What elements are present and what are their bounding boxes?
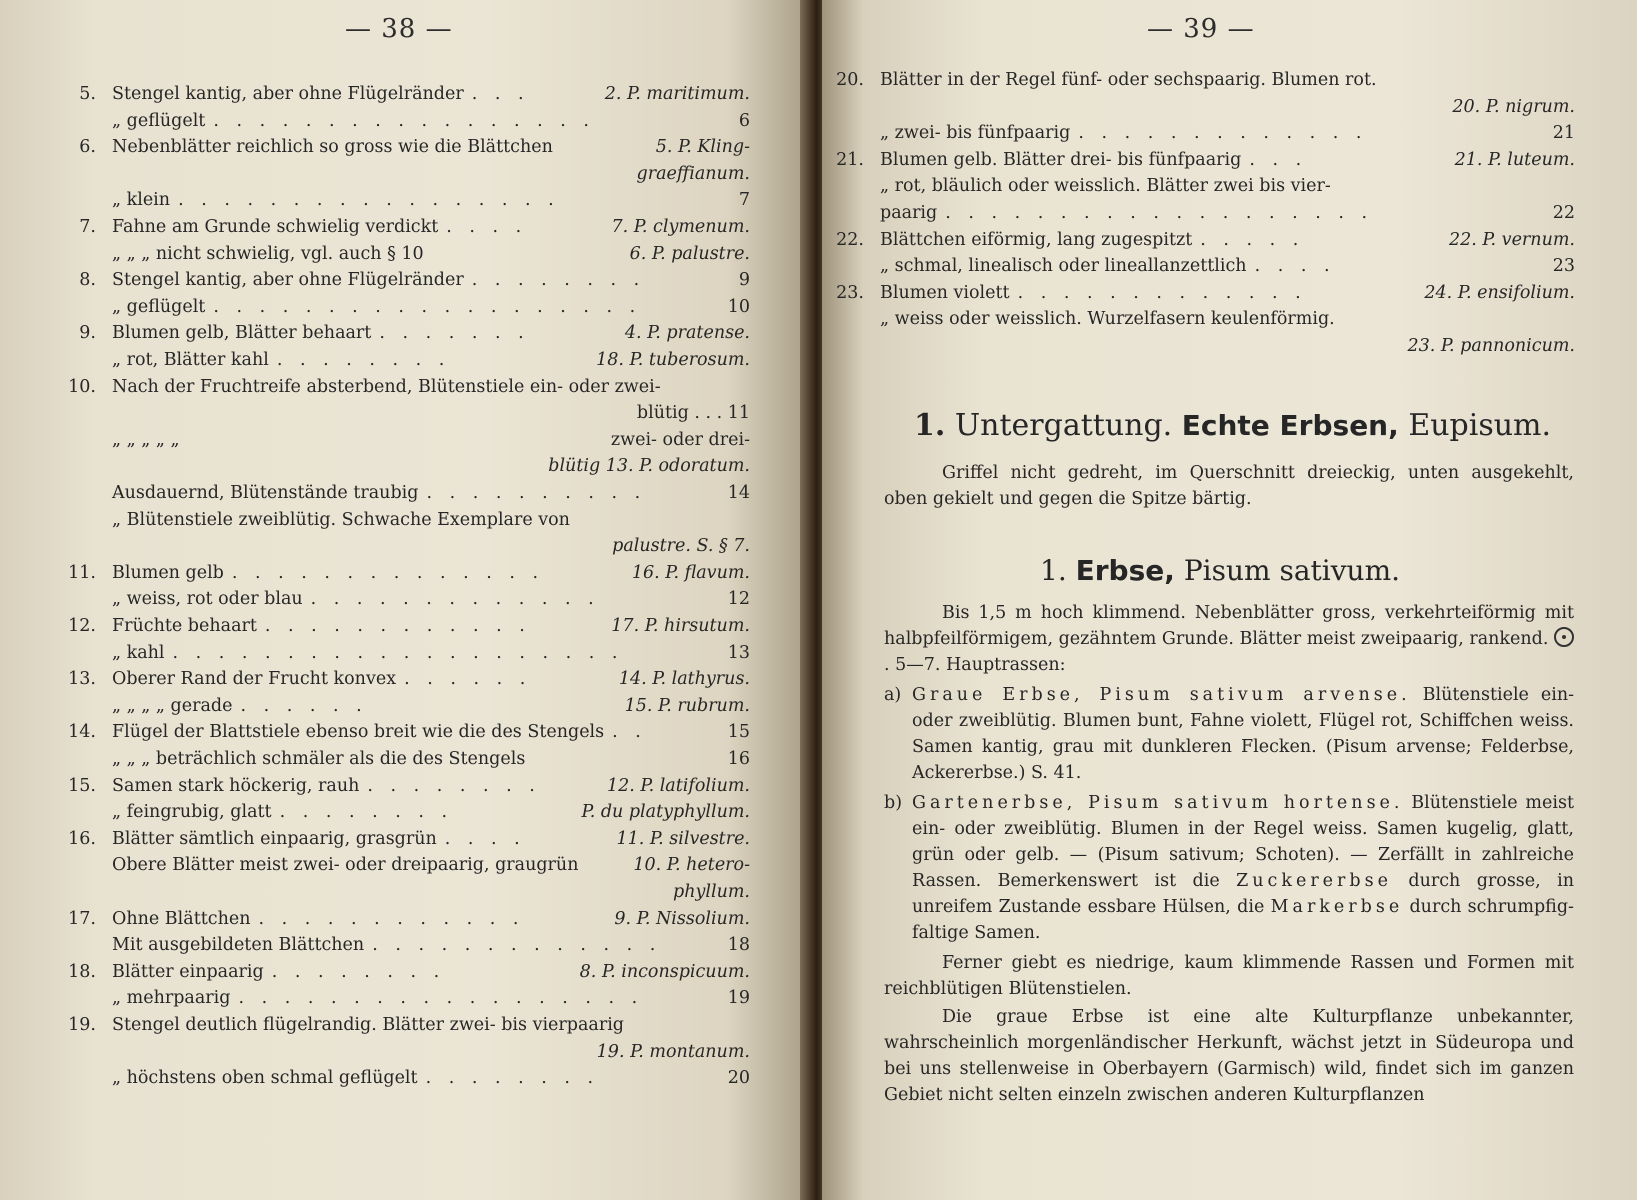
key-entry [0,1068,808,1095]
key-entry [822,230,1637,257]
key-entry [822,150,1637,177]
key-entry [822,176,1637,203]
key-entry [0,855,808,882]
key-entry-text: Blumen gelb. Blätter drei- bis fünfpaarig [880,149,1242,170]
key-entry [0,882,808,909]
key-entry [822,283,1637,310]
key-entry-number: 16. [68,828,96,849]
key-entry-reference: 19. P. montanum. [596,1041,750,1062]
key-entry-text: Fahne am Grunde schwielig verdickt [112,217,439,237]
key-entry-leader-dots: . . . . [444,828,526,849]
key-entry-text: Blumen gelb [112,562,224,583]
key-entry [0,190,808,217]
key-entry-reference: 18. P. tuberosum. [596,350,750,370]
key-entry-leader-dots: . . . . . . . . [425,1068,600,1089]
section-heading-bold: Echte Erbsen, [1181,409,1399,442]
key-entry-reference: 15 [727,722,750,743]
key-entry-reference: 20. P. nigrum. [1452,96,1575,117]
species-heading-suffix: Pisum sativum. [1183,554,1401,587]
key-entry-reference: 6. P. palustre. [629,243,750,264]
species-intro-b: . 5—7. Hauptrassen: [884,655,1066,675]
key-entry-leader-dots: . . . . . . . . [276,350,451,370]
key-entry-number: 20. [836,70,864,90]
right-page [822,0,1637,1200]
race-a-text: Blütenstiele ein- oder zweiblütig. Blumen bunt, Fahne violett, Flügel rot, Schiffchen weiss. Samen kantig, grau mit dunkleren Flecken. (Pisum arvense; Felderbse, Ackererbse.) S. 41. [912,685,1574,783]
key-entry-reference: 21. P. luteum. [1454,149,1575,170]
species-heading [1040,554,1400,587]
key-entry-leader-dots: . . [612,722,647,743]
key-entry-reference: 7. P. clymenum. [611,217,750,237]
key-entry [0,776,808,803]
key-entry-text: Stengel kantig, aber ohne Flügelränder [112,270,464,291]
key-entry-leader-dots: . . . . . . . . . . . . . . . . . . . [213,296,642,317]
race-b-zuckererbse: Zuckererbse [1236,871,1392,891]
key-entry-number: 22. [836,229,864,250]
key-entry [0,962,808,989]
key-entry-leader-dots: . . . . . . . . . . . . . . . . . [178,190,560,211]
key-entry [0,643,808,670]
section-heading [914,408,1551,443]
key-entry-reference: P. du platyphyllum. [581,802,750,823]
race-b-text-3: durch schrumpfig-faltige Samen. [912,897,1574,943]
section-heading-number: 1. [914,408,946,443]
key-entry-reference: 22. P. vernum. [1448,229,1575,250]
key-entry [0,722,808,749]
right-page-number: — 39 — [1147,14,1255,44]
race-b [884,790,1574,946]
key-entry-leader-dots: . . . . [446,217,528,237]
annual-plant-symbol-icon [1554,627,1574,647]
key-entry-text: Blätter einpaarig [112,961,264,982]
key-entry-leader-dots: . . . . . . . . . . . . . [310,589,600,610]
key-entry-leader-dots: . . . . . . . . . . . . [264,616,531,636]
key-entry-text: „ feingrubig, glatt [112,802,272,823]
key-entry [0,510,808,537]
key-entry-text: Mit ausgebildeten Blättchen [112,935,365,956]
key-entry [0,563,808,590]
key-entry-reference: 5. P. Kling- [655,137,750,158]
key-entry-reference: 14 [727,483,750,503]
key-entry-leader-dots: . . . . . . . . . . . . . . . . . [213,110,595,131]
key-entry [0,270,808,297]
key-entry-reference: 14. P. lathyrus. [618,669,750,690]
paragraph-ferner: Ferner giebt es niedrige, kaum klimmende Rassen und Formen mit reichblütigen Blütenstielen. [884,953,1574,999]
key-entry-text: Samen stark höckerig, rauh [112,775,360,796]
key-entry-leader-dots: . . . . . . . . . . [426,483,647,503]
key-entry-text: Ohne Blättchen [112,908,251,929]
key-entry-text: „ geflügelt [112,110,206,131]
key-entry-number: 9. [79,323,96,344]
key-entry [0,84,808,111]
key-entry [0,111,808,138]
key-entry-reference: 17. P. hirsutum. [611,616,750,636]
key-entry-reference: zwei- oder drei- [610,429,750,450]
key-entry-leader-dots: . . . . . . . . . . . . . . . . . . . [945,203,1374,223]
key-entry-text: „ klein [112,190,171,211]
key-entry [0,403,808,430]
left-page-number: — 38 — [345,14,453,44]
key-entry-number: 11. [68,562,96,583]
key-entry-leader-dots: . . . . . . . . . . . . . [1017,282,1307,303]
key-entry-leader-dots: . . . . . . . . [271,961,446,982]
key-entry [0,137,808,164]
key-entry-text: „ Blütenstiele zweiblütig. Schwache Exemplare von [112,509,570,530]
species-heading-number: 1. [1040,554,1067,587]
key-entry-text: Stengel deutlich flügelrandig. Blätter zwei- bis vierpaarig [112,1015,625,1035]
key-entry [0,589,808,616]
key-entry-text: Oberer Rand der Frucht konvex [112,669,397,690]
key-entry-text: Früchte behaart [112,616,257,636]
key-entry-leader-dots: . . . . . . . . . . . . . [1078,123,1368,144]
race-a-name: Graue Erbse, Pisum sativum arvense. [912,685,1411,705]
key-entry-reference: 11. P. silvestre. [616,828,750,849]
section-heading-prefix: Untergattung. [954,408,1173,443]
key-entry-reference: 6 [738,110,750,131]
key-entry-leader-dots: . . . [471,84,530,104]
key-entry-text: Obere Blätter meist zwei- oder dreipaarig, graugrün [112,855,579,876]
key-entry-reference: 15. P. rubrum. [624,695,750,716]
key-entry [822,123,1637,150]
key-entry-text: Blätter in der Regel fünf- oder sechspaarig. Blumen rot. [880,70,1377,90]
key-entry [0,217,808,244]
race-b-text-2: durch grosse, in unreifem Zustande essbare Hülsen, die [912,871,1574,917]
key-entry-reference: 2. P. maritimum. [604,84,750,104]
key-entry-text: Stengel kantig, aber ohne Flügelränder [112,84,464,104]
key-entry-leader-dots: . . . . . . . . [471,270,646,291]
key-entry-number: 23. [836,282,864,303]
key-entry-text: Blumen violett [880,282,1010,303]
key-entry [0,669,808,696]
key-entry [822,70,1637,97]
key-entry-number: 12. [68,616,96,636]
key-entry-text: „ rot, bläulich oder weisslich. Blätter zwei bis vier- [880,176,1331,197]
key-entry-text: „ mehrpaarig [112,988,231,1009]
key-entry-leader-dots: . . . . . . . . [367,775,541,796]
key-entry-reference: graeffianum. [636,163,750,184]
key-entry-reference: 16 [727,749,750,769]
paragraph-graue-erbse: Die graue Erbse ist eine alte Kulturpflanze unbekannter, wahrscheinlich morgenländischer Herkunft, wächst jetzt in Südeuropa und bei uns stellenweise in Oberbayern (Garmisch) wild, findet sich im ganzen Gebiet nicht selten einzeln zwischen anderen Kulturpflanzen [884,1007,1574,1105]
key-entry-text: Nebenblätter reichlich so gross wie die Blättchen [112,137,553,158]
key-entry-number: 18. [68,961,96,982]
race-b-name: Gartenerbse, Pisum sativum hortense. [912,793,1404,813]
key-entry-leader-dots: . . . . . . . . . . . . [258,908,525,929]
key-entry-number: 19. [68,1015,96,1035]
race-a [884,682,1574,786]
key-entry-reference: 9. P. Nissolium. [614,908,750,929]
key-entry [0,456,808,483]
key-entry [0,323,808,350]
key-entry-reference: phyllum. [673,882,750,902]
species-heading-bold: Erbse, [1075,554,1175,587]
key-entry-reference: 16. P. flavum. [631,562,750,583]
key-entry [0,430,808,457]
key-entry-reference: 9 [738,270,750,291]
key-entry-text: „ höchstens oben schmal geflügelt [112,1068,418,1089]
key-entry [0,1015,808,1042]
key-entry [0,244,808,271]
key-entry-number: 15. [68,775,96,796]
key-entry-reference: 19 [727,988,750,1009]
key-entry [0,909,808,936]
key-entry-reference: blütig . . . 11 [636,403,750,424]
key-entry-reference: blütig 13. P. odoratum. [548,456,750,477]
key-entry-leader-dots: . . . . . . . . . . . . . . . . . . . . [172,642,624,663]
key-entry-reference: 22 [1552,203,1575,223]
key-entry-text: Ausdauernd, Blütenstände traubig [112,483,419,503]
key-entry-number: 6. [79,137,96,158]
key-entry [0,377,808,404]
key-entry-text: Nach der Fruchtreife absterbend, Blütenstiele ein- oder zwei- [112,376,661,397]
key-entry-reference: 24. P. ensifolium. [1424,282,1575,303]
key-entry-reference: palustre. S. § 7. [612,536,750,557]
race-b-markerbse: Markerbse [1270,897,1404,917]
key-entry [822,97,1637,124]
left-page [0,0,808,1200]
key-entry [822,309,1637,336]
key-entry-number: 17. [68,908,96,929]
key-entry-text: Blättchen eiförmig, lang zugespitzt [880,229,1193,250]
key-entry-text: „ zwei- bis fünfpaarig [880,123,1071,144]
key-entry-reference: 23 [1552,256,1575,277]
key-entry-reference: 18 [727,935,750,956]
key-entry [0,483,808,510]
key-entry-text: „ geflügelt [112,296,206,317]
key-entry-text: „ „ „ nicht schwielig, vgl. auch § 10 [112,243,424,264]
key-entry [0,350,808,377]
key-entry-reference: 10. P. hetero- [633,855,750,876]
key-entry-leader-dots: . . . . . . . . . . . . . [372,935,662,956]
key-entry-text: Blumen gelb, Blätter behaart [112,323,372,344]
key-entry-leader-dots: . . . . . . . [379,323,530,344]
key-entry [822,203,1637,230]
key-entry-reference: 4. P. pratense. [624,323,750,344]
key-entry-text: „ weiss oder weisslich. Wurzelfasern keulenförmig. [880,309,1335,330]
key-entry-reference: 7 [738,190,750,211]
key-entry [0,297,808,324]
key-entry-leader-dots: . . . . . . . . [279,802,454,823]
key-entry-text: „ weiss, rot oder blau [112,589,303,610]
key-entry-reference: 20 [727,1068,750,1089]
key-entry-reference: 13 [727,642,750,663]
key-entry-leader-dots: . . . . . [1200,229,1305,250]
race-b-text-1: Blütenstiele meist ein- oder zweiblütig. Blumen in der Regel weiss. Samen kugelig, glatt, grün oder gelb. — (Pisum sativum; Schoten). — Zerfällt in zahlreiche Rassen. Bemerkenswert ist die [912,793,1574,891]
key-entry-number: 8. [79,270,96,291]
key-entry-text: „ „ „ „ „ [112,429,180,450]
key-entry-number: 13. [68,669,96,690]
key-entry-text: paarig [880,203,938,223]
key-entry-reference: 21 [1552,123,1575,144]
key-entry-leader-dots: . . . [1249,149,1308,170]
key-entry-text: „ „ „ beträchlich schmäler als die des Stengels [112,749,526,769]
key-entry-number: 10. [68,376,96,397]
species-intro [884,600,1574,678]
key-entry [0,696,808,723]
key-entry [0,829,808,856]
key-entry-reference: 12 [727,589,750,610]
key-entry-number: 5. [79,84,96,104]
key-entry-text: „ „ „ „ gerade [112,695,233,716]
key-entry-text: „ rot, Blätter kahl [112,350,269,370]
key-entry-number: 21. [836,149,864,170]
key-entry [0,935,808,962]
key-entry-text: Flügel der Blattstiele ebenso breit wie die des Stengels [112,722,605,743]
key-entry [0,164,808,191]
race-b-label: b) [884,793,903,813]
key-entry-leader-dots: . . . . . . . . . . . . . . [231,562,545,583]
key-entry-reference: 10 [727,296,750,317]
key-entry-number: 14. [68,722,96,743]
key-entry [0,749,808,776]
key-entry [822,256,1637,283]
key-entry-leader-dots: . . . . . . . . . . . . . . . . . . [238,988,644,1009]
key-entry-leader-dots: . . . . . . [240,695,368,716]
key-entry-text: Blätter sämtlich einpaarig, grasgrün [112,828,437,849]
key-entry-reference: 8. P. inconspicuum. [579,961,750,982]
key-entry [0,988,808,1015]
key-entry-reference: 12. P. latifolium. [606,775,750,796]
key-entry [0,616,808,643]
key-entry-number: 7. [79,217,96,237]
key-entry-text: „ schmal, linealisch oder lineallanzettlich [880,256,1247,277]
species-intro-a: Bis 1,5 m hoch klimmend. Nebenblätter gross, verkehrteiförmig mit halbpfeilförmigem, gezähntem Grunde. Blätter meist zweipaarig, rankend. [884,603,1574,649]
section-intro: Griffel nicht gedreht, im Querschnitt dreieckig, unten ausgekehlt, oben gekielt und gegen die Spitze bärtig. [884,463,1574,509]
key-entry [0,802,808,829]
key-entry-text: „ kahl [112,642,165,663]
key-entry-leader-dots: . . . . . . [404,669,532,690]
key-entry-leader-dots: . . . . [1254,256,1336,277]
key-entry [0,536,808,563]
key-entry [822,336,1637,363]
key-entry-reference: 23. P. pannonicum. [1407,336,1575,356]
key-entry [0,1042,808,1069]
race-a-label: a) [884,685,902,705]
section-heading-suffix: Eupisum. [1408,408,1552,443]
